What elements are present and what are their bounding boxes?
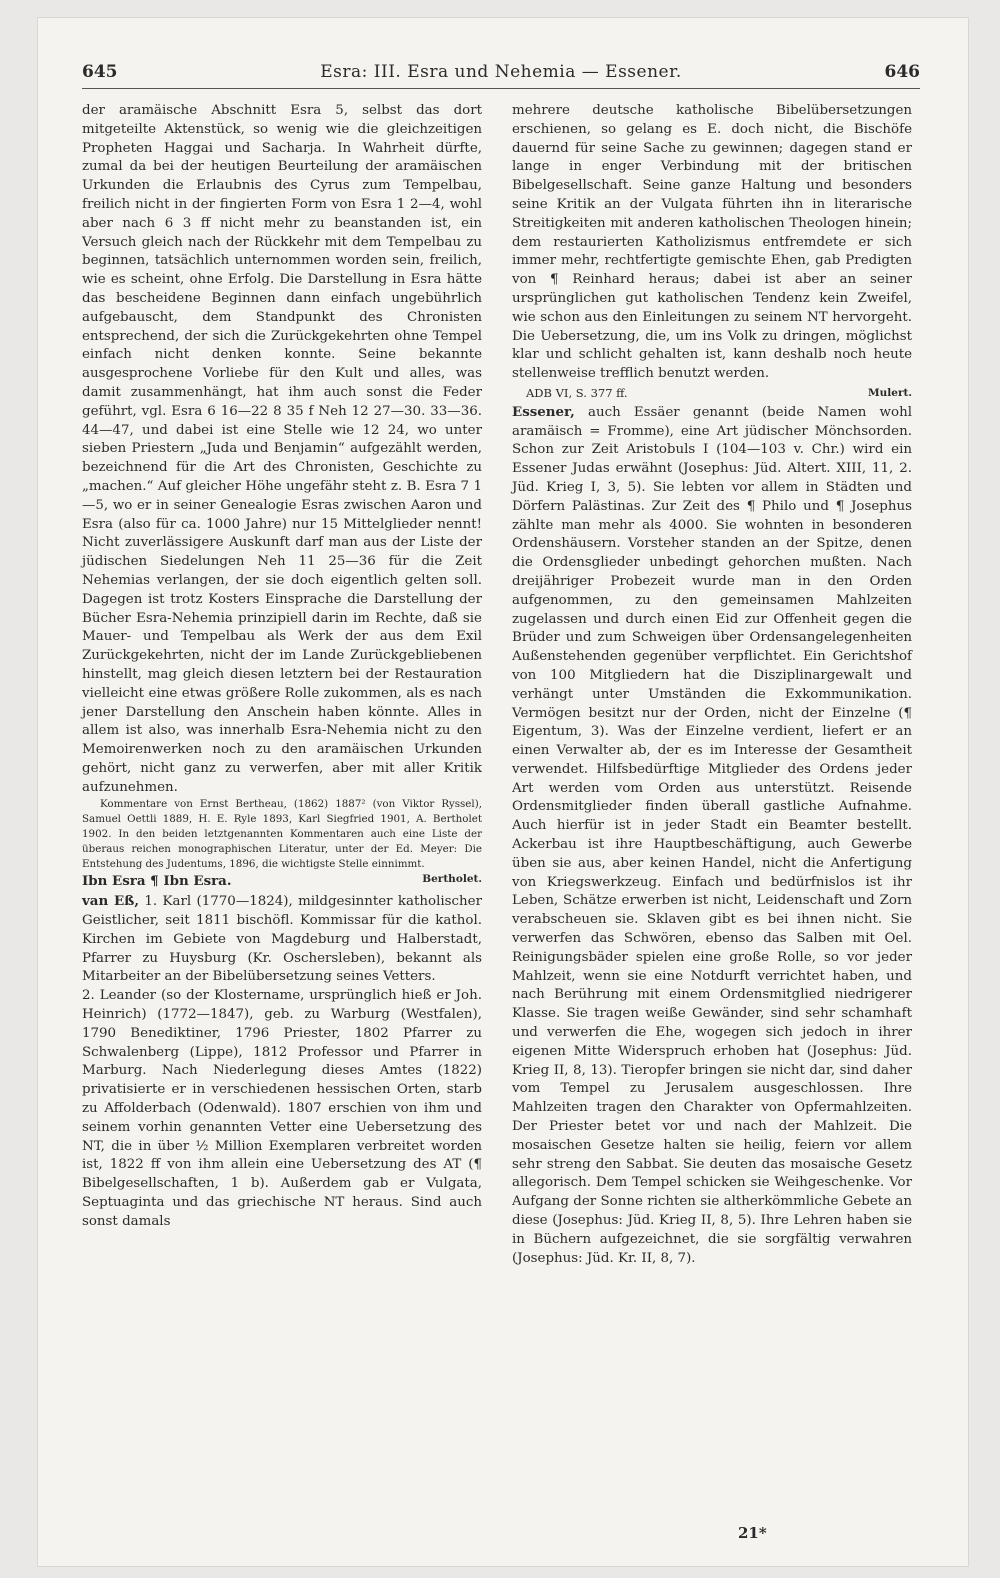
van-ess-leander: 2. Leander (so der Klostername, ursprünglich hieß er Joh. Heinrich) (1772—1847), geb. zu Warburg (Westfalen), 1790 Benediktiner, 1796 Priester, 1802 Pfarrer zu Schwalenberg (Lippe), 1812 Professor und Pfarrer in Marburg. Nach Niederlegung dieses Amtes (1822) privatisierte er in verschiedenen hessischen Orten, starb zu Affolderbach (Odenwald). 1807 erschien von ihm und seinem vorhin genannten Vetter eine Uebersetzung des NT, die in über ½ Million Exemplaren verbreitet worden ist, 1822 ff von ihm allein eine Uebersetzung des AT (¶ Bibelgesellschaften, 1 b). Außerdem gab er Vulgata, Septuaginta und das griechische NT heraus. Sind auch sonst damals <box>82 988 482 1229</box>
essener-text: auch Essäer genannt (beide Namen wohl aramäisch = Fromme), eine Art jüdischer Mönchsorden. Schon zur Zeit Aristobuls I (104—103 v. Chr.) wird ein Essener Judas erwähnt (Josephus: Jüd. Altert. XIII, 11, 2. Jüd. Krieg I, 3, 5). Sie lebten vor allem in Städten und Dörfern Palästinas. Zur Zeit des ¶ Philo und ¶ Josephus zählte man mehr als 4000. Sie wohnten in besonderen Ordenshäusern. Vorsteher standen an der Spitze, denen die Ordensglieder unbedingt gehorchen mußten. Nach dreijähriger Probezeit wurde man in den Orden aufgenommen, zu den gemeinsamen Mahlzeiten zugelassen und durch einen Eid zur Offenheit gegen die Brüder und zum Schweigen über Ordensangelegenheiten Außenstehenden gegenüber verpflichtet. Ein Gerichtshof von 100 Mitgliedern hat die Disziplinargewalt und verhängt unter Umständen die Exkommunikation. Vermögen besitzt nur der Orden, nicht der Einzelne (¶ Eigentum, 3). Was der Einzelne verdient, liefert er an einen Verwalter ab, der es im Interesse der Gesamtheit verwendet. Hilfsbedürftige Mitglieder des Ordens jeder Art werden vom Orden aus unterstützt. Reisende Ordensmitglieder finden überall gastliche Aufnahme. Auch hierfür ist in jeder Stadt ein Beamter bestellt. Ackerbau ist ihre Hauptbeschäftigung, auch Gewerbe üben sie aus, aber keinen Handel, nicht die Anfertigung von Kriegswerkzeug. Einfach und bedürfnislos ist ihr Leben, Schätze erwerben ist nicht, Leidenschaft und Zorn verabscheuen sie. Sklaven gibt es bei ihnen nicht. Sie verwerfen das Schwören, ebenso das Salben mit Oel. Reinigungsbäder spielen eine große Rolle, so vor jeder Mahlzeit, wenn sie eine Notdurft verrichtet haben, und nach Berührung mit einem Ordensmitglied niedrigerer Klasse. Sie tragen weiße Gewänder, sind sehr schamhaft und verwerfen die Ehe, wogegen sich jedoch in ihrer eigenen Mitte Widerspruch erhoben hat (Josephus: Jüd. Krieg II, 8, 13). Tieropfer bringen sie nicht dar, sind daher vom Tempel zu Jerusalem ausgeschlossen. Ihre Mahlzeiten tragen den Charakter von Opfermahlzeiten. Der Priester betet vor und nach der Mahlzeit. Die mosaischen Gesetze halten sie heilig, feiern vor allem sehr streng den Sabbat. Sie deuten das mosaische Gesetz allegorisch. Dem Tempel schicken sie Weihgeschenke. Vor Aufgang der Sonne richten sie altherkömmliche Gebete an diese (Josephus: Jüd. Krieg II, 8, 5). Ihre Lehren haben sie in Büchern aufgezeichnet, die sie sorgfältig verwahren (Josephus: Jüd. Kr. II, 8, 7). <box>512 404 912 1266</box>
esra-text: der aramäische Abschnitt Esra 5, selbst das dort mitgeteilte Aktenstück, so wenig wie die gleichzeitigen Propheten Haggai und Sacharja. In Wahrheit dürfte, zumal da bei der heutigen Beurteilung der aramäischen Urkunden die Erlaubnis des Cyrus zum Tempelbau, freilich nicht in der fingierten Form von Esra 1 2—4, wohl aber nach 6 3 ff nicht mehr zu beanstanden ist, ein Versuch gleich nach der Rückkehr mit dem Tempelbau zu beginnen, tatsächlich unternommen worden sein, freilich, wie es scheint, ohne Erfolg. Die Darstellung in Esra hätte das bescheidene Beginnen dann einfach ungebührlich aufgebauscht, dem Standpunkt des Chronisten entsprechend, der sich die Zurückgekehrten ohne Tempel einfach nicht denken konnte. Seine bekannte ausgesprochene Vorliebe für den Kult und alles, was damit zusammenhängt, hat ihm auch sonst die Feder geführt, vgl. Esra 6 16—22 8 35 f Neh 12 27—30. 33—36. 44—47, und dabei ist eine Stelle wie 12 24, wo unter sieben Priestern „Juda und Benjamin“ aufgezählt werden, bezeichnend für die Art des Chronisten, Geschichte zu „machen.“ Auf gleicher Höhe ungefähr steht z. B. Esra 7 1—5, wo er in seiner Genealogie Esras zwischen Aaron und Esra (also für ca. 1000 Jahre) nur 15 Mittelglieder nennt! Nicht zuverlässigere Auskunft darf man aus der Liste der jüdischen Siedelungen Neh 11 25—36 für die Zeit Nehemias verlangen, der sie doch eigentlich gelten soll. Dagegen ist trotz Kosters Einsprache die Darstellung der Bücher Esra-Nehemia prinzipiell darin im Rechte, daß sie Mauer- und Tempelbau als Werk der aus dem Exil Zurückgekehrten, nicht der im Lande Zurückgebliebenen hinstellt, mag gleich diesen letztern bei der Restauration vielleicht eine etwas größere Rolle zukommen, als es nach jener Darstellung den Anschein haben könnte. Alles in allem ist also, was innerhalb Esra-Nehemia nicht zu den Memoirenwerken noch zu den aramäischen Urkunden gehört, nicht ganz zu verwerfen, aber mit aller Kritik aufzunehmen. <box>82 103 482 795</box>
literature-text: Kommentare von Ernst Bertheau, (1862) 1887² (von Viktor Ryssel), Samuel Oettli 1889, H. E. Ryle 1893, Karl Siegfried 1901, A. Bertholet 1902. In den beiden letztgenannten Kommentaren auch eine Liste der überaus reichen monographischen Literatur, unter der Ed. Meyer: Die Entstehung des Judentums, 1896, die wichtigste Stelle einnimmt. <box>82 798 482 871</box>
entry-headword: van Eß, <box>82 893 139 910</box>
page-number-left: 645 <box>82 62 118 82</box>
signature-mark: 21* <box>738 1524 767 1542</box>
van-ess-continued: mehrere deutsche katholische Bibelübersetzungen erschienen, so gelang es E. doch nicht, die Bischöfe dauernd für seine Sache zu gewinnen; dagegen stand er lange in enger Verbindung mit der britischen Bibelgesellschaft. Seine ganze Haltung und besonders seine Kritik an der Vulgata führten ihn in literarische Streitigkeiten mit anderen katholischen Theologen hinein; dem restaurierten Katholizismus entfremdete er sich immer mehr, rechtfertigte gemischte Ehen, gab Predigten von ¶ Reinhard heraus; dabei ist aber an seiner ursprünglichen gut katholischen Tendenz kein Zweifel, wie schon aus den Einleitungen zu seinem NT hervorgeht. Die Uebersetzung, die, um ins Volk zu dringen, möglichst klar und schlicht gehalten ist, kann deshalb noch heute stellenweise trefflich benutzt werden. <box>512 103 912 382</box>
reference-note <box>512 384 912 403</box>
author-signature: Bertholet. <box>422 873 482 886</box>
van-ess-entry <box>82 892 482 987</box>
running-header <box>82 58 920 89</box>
ibn-esra-entry: Ibn Esra ¶ Ibn Esra. <box>82 873 232 890</box>
entry-headword: Essener, <box>512 403 575 420</box>
page-number-right: 646 <box>884 62 920 82</box>
column-right <box>512 102 912 1268</box>
essener-entry <box>512 403 912 1269</box>
author-signature: Mulert. <box>868 386 912 399</box>
running-title: Esra: III. Esra und Nehemia — Essener. <box>320 62 682 82</box>
document-page <box>38 18 968 1566</box>
column-left <box>82 102 482 1232</box>
reference-text: ADB VI, S. 377 ff. <box>526 385 628 400</box>
van-ess-karl: 1. Karl (1770—1824), mildgesinnter katholischer Geistlicher, seit 1811 bischöfl. Kommissar für die kathol. Kirchen im Gebiete von Magdeburg und Halberstadt, Pfarrer zu Huysburg (Kr. Oschersleben), bekannt als Mitarbeiter an der Bibelübersetzung seines Vetters. <box>82 894 482 985</box>
